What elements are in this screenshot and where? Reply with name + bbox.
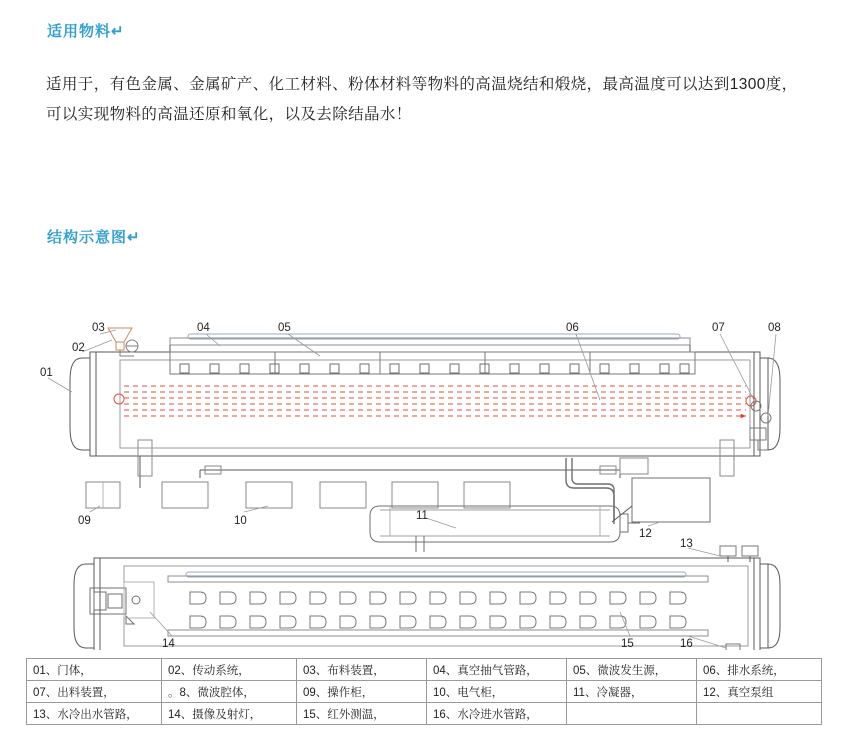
callout-13: 13 (680, 538, 693, 550)
structure-diagram (20, 300, 826, 650)
legend-cell: 11、冷凝器， (567, 681, 697, 703)
legend-cell: 06、排水系统， (697, 659, 822, 681)
callout-16: 16 (680, 638, 693, 650)
legend-cell: 16、水冷进水管路， (427, 703, 567, 725)
callout-03: 03 (92, 322, 105, 334)
callout-06: 06 (566, 322, 579, 334)
legend-cell: 。8、微波腔体， (162, 681, 297, 703)
callout-14: 14 (162, 638, 175, 650)
legend-cell: 02、传动系统， (162, 659, 297, 681)
legend-cell: 14、摄像及射灯， (162, 703, 297, 725)
legend-cell: 09、操作柜， (297, 681, 427, 703)
legend-cell: 10、电气柜， (427, 681, 567, 703)
callout-08: 08 (768, 322, 781, 334)
table-row (27, 703, 822, 725)
section-heading-material: 适用物料↵ (47, 23, 125, 40)
callout-05: 05 (278, 322, 291, 334)
legend-cell: 07、出料装置， (27, 681, 162, 703)
legend-cell: 15、红外测温， (297, 703, 427, 725)
legend-cell: 03、布料装置， (297, 659, 427, 681)
legend-cell: 05、微波发生源， (567, 659, 697, 681)
legend-cell: 13、水冷出水管路， (27, 703, 162, 725)
callout-12: 12 (639, 528, 652, 540)
material-description-paragraph: 适用于，有色金属、金属矿产、化工材料、粉体材料等物料的高温烧结和煅烧，最高温度可以达到1300度，可以实现物料的高温还原和氧化，以及去除结晶水！ (46, 76, 798, 123)
legend-table (26, 658, 822, 725)
section-heading-structure: 结构示意图↵ (47, 229, 141, 246)
structure-diagram-svg (20, 300, 826, 650)
table-row (27, 681, 822, 703)
callout-02: 02 (72, 342, 85, 354)
callout-09: 09 (78, 515, 91, 527)
legend-cell: 04、真空抽气管路， (427, 659, 567, 681)
callout-04: 04 (197, 322, 210, 334)
legend-cell: 01、门体， (27, 659, 162, 681)
callout-01: 01 (40, 367, 53, 379)
callout-11: 11 (416, 510, 428, 522)
legend-cell (567, 703, 697, 725)
callout-15: 15 (621, 638, 634, 650)
callout-07: 07 (712, 322, 725, 334)
table-row (27, 659, 822, 681)
legend-cell: 12、真空泵组 (697, 681, 822, 703)
legend-cell (697, 703, 822, 725)
callout-10: 10 (234, 515, 247, 527)
